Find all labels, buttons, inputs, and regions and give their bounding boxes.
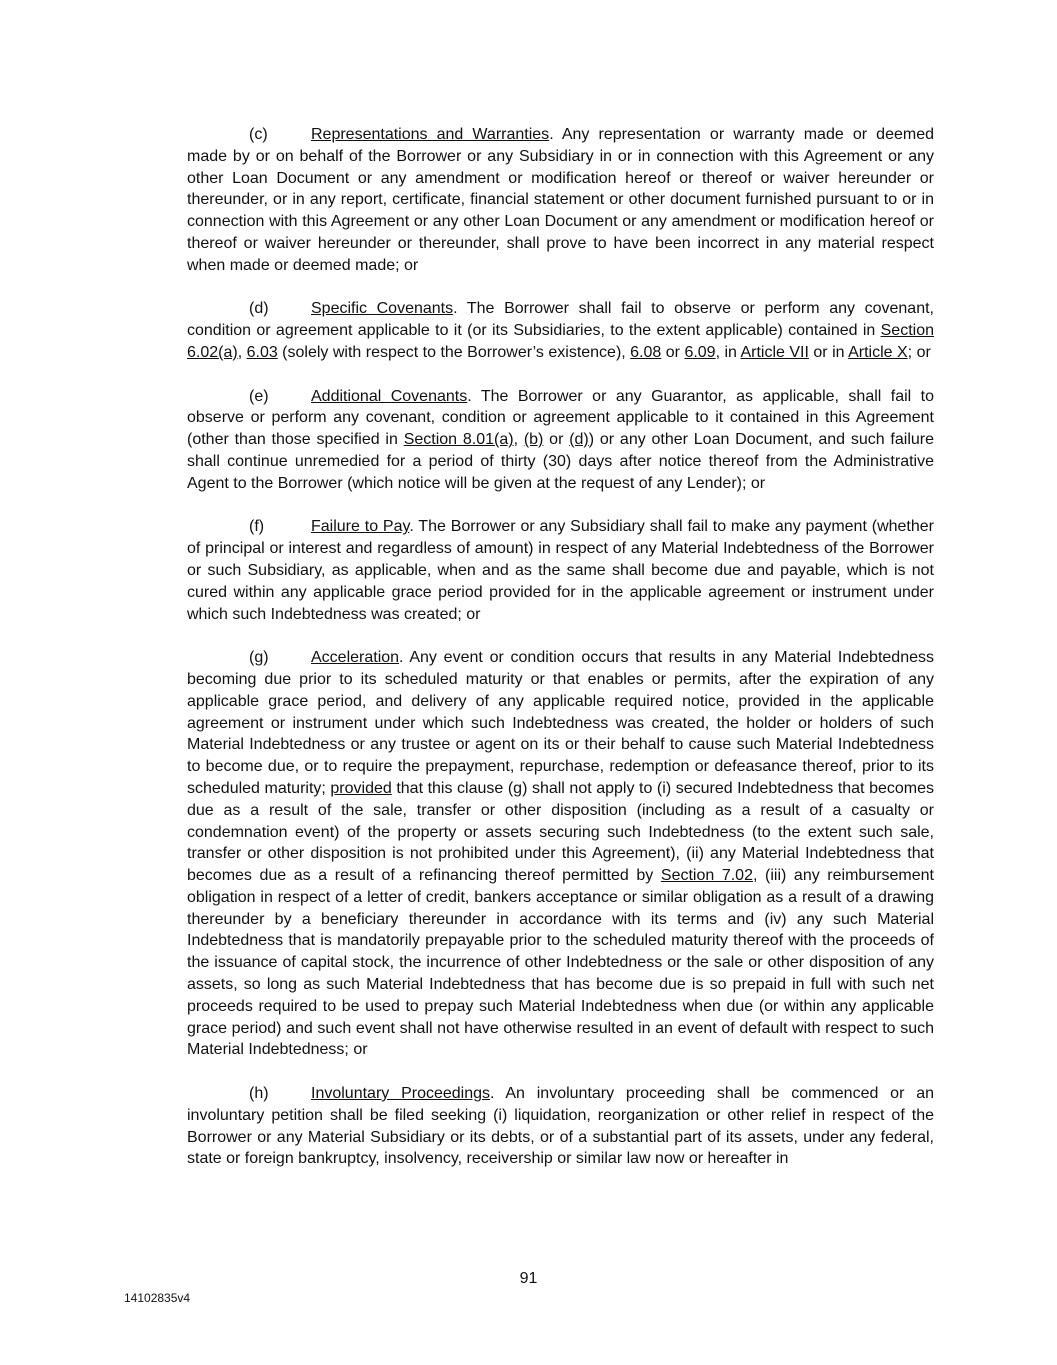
cross-reference: 6.08 bbox=[630, 343, 662, 361]
cross-reference: Section 6.02(a) bbox=[187, 322, 934, 361]
clause-heading: Specific Covenants bbox=[311, 300, 454, 318]
cross-reference: (b) bbox=[523, 431, 544, 449]
clause-label: (e) bbox=[249, 387, 269, 405]
clause-text: ) or any other Loan Document, and such failure shall continue unremedied for a period of thirty (30) days after notice thereof from the Administrative Agent to the Borrower (which notice will be given at the request of any Lender); or bbox=[187, 431, 935, 492]
clause-label: (c) bbox=[249, 126, 268, 143]
clause-text: , (iii) any reimbursement obligation in respect of a letter of credit, bankers acceptance or similar obligation as a result of a drawing thereunder by a beneficiary thereunder in accordance with its terms and (iv) any such Material Indebtedness that is mandatorily prepayable prior to the scheduled maturity thereof with the proceeds of the issuance of capital stock, the incurrence of other Indebtedness or the sale or other disposition of any assets, so long as such Material Indebtedness that has become due is so prepaid in full with such net proceeds required to be used to prepay such Material Indebtedness when due (or within any applicable grace period) and such event shall not have otherwise resulted in an event of default with respect to such Material Indebtedness; or bbox=[187, 867, 935, 1059]
clause-paragraph bbox=[187, 124, 934, 277]
cross-reference: 6.03 bbox=[246, 343, 278, 361]
document-id: 14102835v4 bbox=[124, 1291, 191, 1305]
cross-reference: Section 7.02 bbox=[660, 867, 753, 885]
clause-heading: Acceleration bbox=[311, 649, 400, 667]
clause-paragraph bbox=[187, 516, 934, 625]
clause-heading: Additional Covenants bbox=[311, 387, 468, 405]
clause-heading: Involuntary Proceedings bbox=[311, 1085, 491, 1103]
clause-text: . The Borrower or any Subsidiary shall fail to make any payment (whether of principal or interest and regardless of amount) in respect of any Material Indebtedness of the Borrower or such Subsidiary, as applicable, when and as the same shall become due and payable, which is not cured within any applicable grace period provided for in the applicable agreement or instrument under which such Indebtedness was created; or bbox=[187, 518, 934, 623]
clause-label: (d) bbox=[249, 300, 269, 318]
clause-label: (g) bbox=[249, 649, 269, 667]
clause-label: (f) bbox=[249, 518, 265, 536]
clause-paragraph bbox=[187, 647, 934, 1061]
clause-text: (solely with respect to the Borrower’s existence), bbox=[277, 343, 631, 361]
document-body bbox=[187, 124, 934, 1192]
clause-text: that this clause (g) shall not apply to (i) secured Indebtedness that becomes due as a result of the sale, transfer or other disposition (including as a result of a casualty or condemnation event) of the property or assets securing such Indebtedness (to the extent such sale, transfer or other disposition is not prohibited under this Agreement), (ii) any Material Indebtedness that becomes due as a result of a refinancing thereof permitted by bbox=[187, 779, 934, 885]
clause-text: . An involuntary proceeding shall be commenced or an involuntary petition shall be filed seeking (i) liquidation, reorganization or other relief in respect of the Borrower or any Material Subsidiary or its debts, or of a substantial part of its assets, under any federal, state or foreign bankruptcy, insolvency, receivership or similar law now or hereafter in bbox=[187, 1085, 934, 1168]
clause-text: ; or bbox=[907, 343, 931, 361]
clause-heading: Representations and Warranties bbox=[311, 126, 550, 143]
cross-reference: Section 8.01(a) bbox=[403, 431, 514, 449]
cross-reference: Article X bbox=[848, 343, 908, 361]
clause-text: or bbox=[543, 431, 570, 449]
clause-paragraph bbox=[187, 298, 934, 363]
clause-text: , in bbox=[715, 343, 741, 361]
cross-reference: provided bbox=[330, 779, 392, 797]
clause-text: . Any event or condition occurs that results in any Material Indebtedness becoming due prior to its scheduled maturity or that enables or permits, after the expiration of any applicable grace period, and delivery of any applicable required notice, provided in the applicable agreement or instrument under which such Indebtedness was created, the holder or holders of such Material Indebtedness or any trustee or agent on its or their behalf to cause such Material Indebtedness to become due, or to require the prepayment, repurchase, redemption or defeasance thereof, prior to its scheduled maturity; bbox=[187, 649, 934, 797]
clause-text: , bbox=[513, 431, 524, 449]
clause-text: or bbox=[661, 343, 685, 361]
clause-label: (h) bbox=[249, 1085, 269, 1103]
clause-heading: Failure to Pay bbox=[311, 518, 410, 536]
clause-text: or in bbox=[808, 343, 849, 361]
clause-paragraph bbox=[187, 1083, 934, 1170]
clause-text: . The Borrower shall fail to observe or perform any covenant, condition or agreement applicable to it (or its Subsidiaries, to the extent applicable) contained in bbox=[187, 300, 934, 340]
cross-reference: 6.09 bbox=[684, 343, 716, 361]
clause-text: . The Borrower or any Guarantor, as applicable, shall fail to observe or perform any covenant, condition or agreement applicable to it contained in this Agreement (other than those specified in bbox=[187, 387, 935, 449]
clause-paragraph bbox=[187, 386, 934, 495]
clause-text: . Any representation or warranty made or deemed made by or on behalf of the Borrower or any Subsidiary in or in connection with this Agreement or any other Loan Document or any amendment or modification hereof or thereof or waiver hereunder or thereunder, or in any report, certificate, financial statement or other document furnished pursuant to or in connection with this Agreement or any other Loan Document or any amendment or modification hereof or thereof or waiver hereunder or thereunder, shall prove to have been incorrect in any material respect when made or deemed made; or bbox=[187, 126, 935, 274]
clause-text: , bbox=[237, 343, 247, 361]
cross-reference: Article VII bbox=[740, 343, 809, 361]
cross-reference: (d) bbox=[569, 431, 589, 449]
page-number: 91 bbox=[519, 1270, 538, 1287]
